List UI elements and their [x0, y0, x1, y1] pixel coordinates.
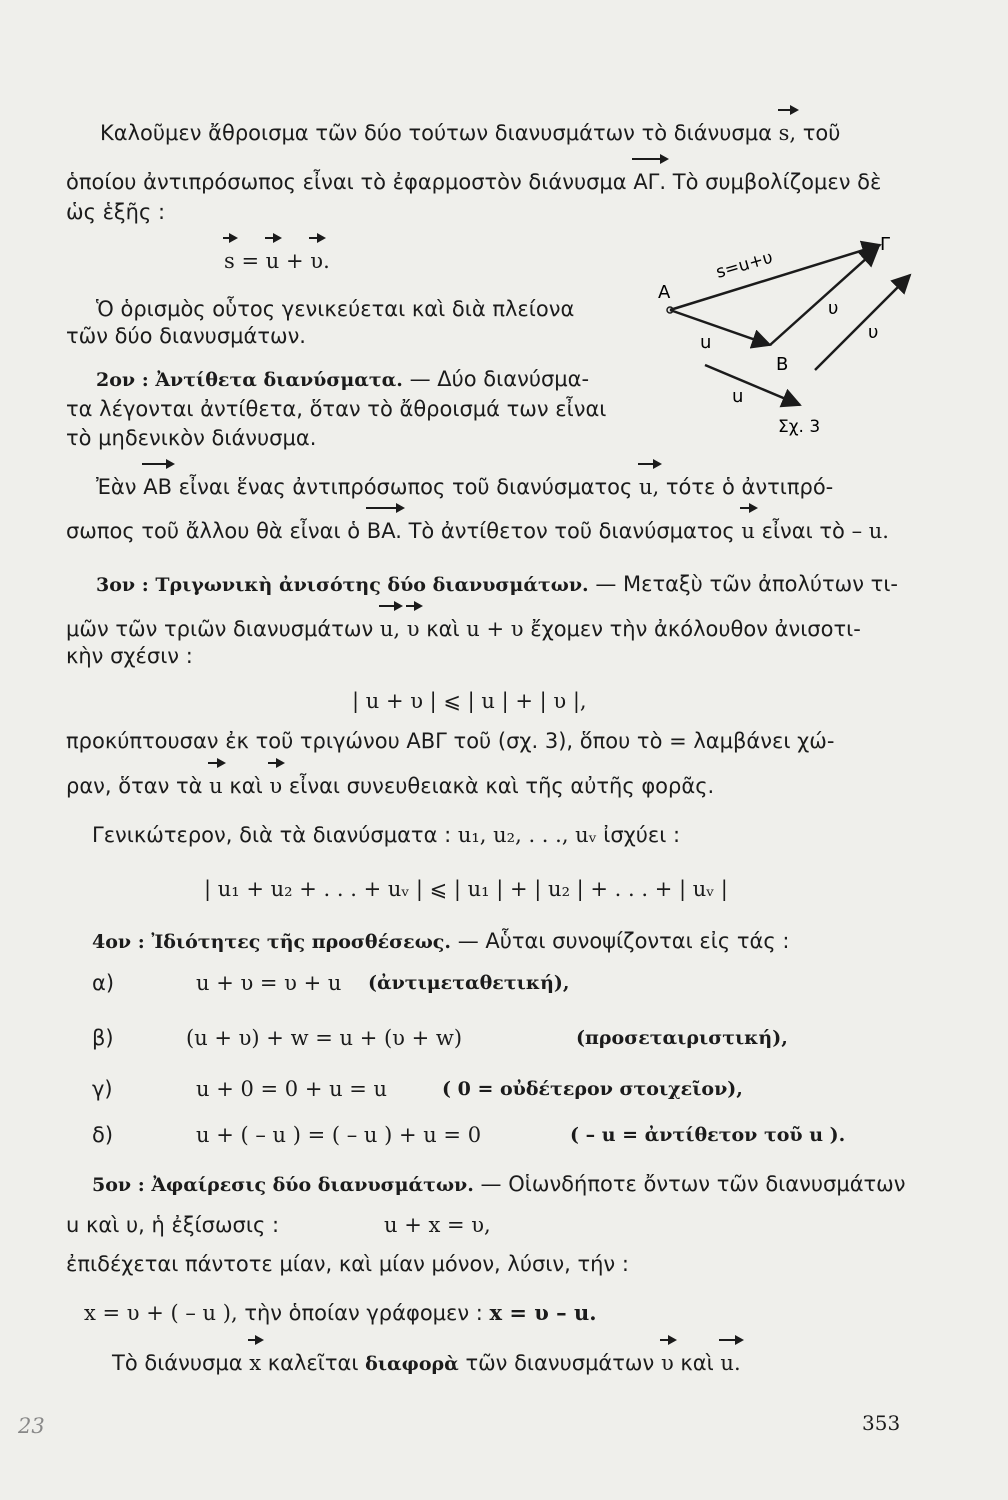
text: Τὸ συμβολίζομεν δὲ	[672, 170, 882, 194]
section3-line3: κὴν σχέσιν :	[66, 644, 193, 668]
section2-line2: τα λέγονται ἀντίθετα, ὅταν τὸ ἄθροισμά των εἶναι	[66, 397, 607, 421]
text: σωπος τοῦ ἄλλου θὰ εἶναι ὁ	[66, 519, 361, 543]
text: ἔχομεν τὴν ἀκόλουθον ἀνισοτι-	[530, 617, 861, 641]
vector-AG-arrow	[670, 245, 880, 310]
para1-line1	[100, 120, 840, 146]
vector-x: x	[249, 1351, 262, 1375]
figure-caption: Σχ. 3	[778, 417, 821, 437]
solution-equation: x = υ + ( – u ),	[84, 1301, 238, 1325]
section3-line5	[66, 773, 714, 799]
vector-u: u,	[638, 475, 660, 499]
text: — Οἱωνδήποτε ὄντων τῶν διανυσμάτων	[480, 1172, 906, 1196]
section3-line1	[96, 571, 898, 598]
label-v2: υ	[868, 322, 879, 343]
text: Τὸ διάνυσμα	[112, 1351, 243, 1375]
section4-line1	[92, 928, 789, 955]
property-label: α)	[92, 971, 115, 995]
property-label: β)	[92, 1026, 114, 1050]
vector-v: υ	[269, 774, 283, 798]
property-c	[92, 1076, 743, 1102]
text: ραν, ὅταν τὰ	[66, 774, 203, 798]
property-a	[92, 970, 570, 996]
equation-sum	[224, 248, 330, 274]
page-number: 353	[862, 1411, 901, 1435]
property-d	[92, 1122, 846, 1148]
text: τότε ὁ ἀντιπρό-	[665, 475, 834, 499]
property-expr: u + 0 = 0 + u = u	[196, 1077, 388, 1101]
text: — Αὗται συνοψίζονται εἰς τάς :	[457, 929, 790, 953]
property-expr: u + ( – u ) = ( – u ) + u = 0	[196, 1123, 482, 1147]
vector-u: u	[209, 774, 223, 798]
text: τὴν ὁποίαν γράφομεν :	[244, 1301, 483, 1325]
term-difference: διαφορὰ	[365, 1353, 459, 1375]
text: εἶναι τὸ	[761, 519, 845, 543]
text: καὶ	[229, 774, 263, 798]
negative-u: – u.	[851, 519, 889, 543]
vector-v: υ	[660, 1351, 674, 1375]
text: ἰσχύει :	[603, 823, 681, 847]
text: — Μεταξὺ τῶν ἀπολύτων τι-	[595, 572, 899, 596]
label-u2: u	[732, 386, 744, 407]
text: Ἐὰν	[96, 475, 137, 499]
text: τοῦ	[802, 121, 841, 145]
vector-v: υ	[406, 617, 420, 641]
vector-BA: BA.	[366, 519, 402, 543]
text: καὶ	[680, 1351, 714, 1375]
vector-list: u₁, u₂, . . ., uᵥ	[457, 823, 597, 847]
vector-u: u	[265, 249, 280, 273]
difference-equation: x = υ – u.	[489, 1300, 597, 1325]
text: — Δύο διανύσμα-	[409, 367, 590, 391]
property-note: (ἀντιμεταθετική),	[368, 972, 570, 994]
label-B: B	[776, 354, 789, 375]
section5-heading: 5ον : Ἀφαίρεσις δύο διανυσμάτων.	[92, 1174, 474, 1196]
section4-heading: 4ον : Ἰδιότητες τῆς προσθέσεως.	[92, 931, 451, 953]
generalization-line2: τῶν δύο διανυσμάτων.	[66, 324, 306, 348]
para1-line3: ὡς ἑξῆς :	[66, 200, 166, 224]
property-label: γ)	[92, 1077, 113, 1101]
vector-u: u	[741, 519, 755, 543]
dot: .	[323, 249, 330, 273]
label-u1: u	[700, 332, 712, 353]
text: εἶναι συνευθειακὰ καὶ τῆς αὐτῆς φορᾶς.	[288, 774, 715, 798]
opposite-line1	[96, 474, 833, 500]
vector-sum: u + υ	[466, 617, 524, 641]
text: Γενικώτερον, διὰ τὰ διανύσματα :	[92, 823, 452, 847]
vector-v: υ	[310, 249, 324, 273]
equation-ux: u + x = υ,	[384, 1213, 491, 1237]
vector-u: u.	[720, 1351, 741, 1375]
property-note: (προσεταιριστική),	[576, 1027, 788, 1049]
section3-line2	[66, 616, 861, 642]
section2-line3: τὸ μηδενικὸν διάνυσμα.	[66, 426, 317, 450]
text: τῶν διανυσμάτων	[465, 1351, 655, 1375]
vector-AB-arrow	[670, 310, 770, 345]
label-A: A	[658, 282, 671, 303]
section3-heading: 3ον : Τριγωνικὴ ἀνισότης δύο διανυσμάτων.	[96, 574, 589, 596]
vector-s: s	[224, 249, 235, 273]
text: Τὸ ἀντίθετον τοῦ διανύσματος	[408, 519, 735, 543]
text: μῶν τῶν τριῶν διανυσμάτων	[66, 617, 374, 641]
figure-3	[640, 230, 940, 450]
property-expr: u + υ = υ + u	[196, 971, 342, 995]
margin-mark: 23	[18, 1414, 45, 1438]
section3-line4: προκύπτουσαν ἐκ τοῦ τριγώνου ΑΒΓ τοῦ (σχ. 3), ὅπου τὸ = λαμβάνει χώ-	[66, 729, 835, 753]
triangle-inequality: | u + υ | ⩽ | u | + | υ |,	[352, 689, 587, 713]
section2-heading: 2ον : Ἀντίθετα διανύσματα.	[96, 369, 403, 391]
section5-line1	[92, 1171, 906, 1198]
section5-line2	[66, 1212, 491, 1238]
generalization-line1: Ὁ ὁρισμὸς οὗτος γενικεύεται καὶ διὰ πλείονα	[96, 297, 575, 321]
property-note: ( – u = ἀντίθετον τοῦ u ).	[570, 1124, 846, 1146]
vector-s: s,	[778, 121, 797, 145]
text: καλεῖται	[267, 1351, 359, 1375]
para1-line2	[66, 169, 881, 195]
equals: =	[241, 249, 260, 273]
property-note: ( 0 = οὐδέτερον στοιχεῖον),	[442, 1078, 743, 1100]
label-sum: s=u+υ	[713, 247, 776, 283]
vector-AB: AB	[143, 475, 172, 499]
vector-v-free-arrow	[815, 275, 910, 370]
section5-line4	[84, 1300, 597, 1326]
text: ὁποίου ἀντιπρόσωπος εἶναι τὸ ἐφαρμοστὸν διάνυσμα	[66, 170, 627, 194]
text: καὶ	[426, 617, 460, 641]
vector-AG: ΑΓ.	[633, 170, 667, 194]
opposite-line2	[66, 518, 889, 544]
property-label: δ)	[92, 1123, 114, 1147]
property-b	[92, 1025, 788, 1051]
section3-line6	[92, 822, 680, 848]
general-inequality: | u₁ + u₂ + . . . + uᵥ | ⩽ | u₁ | + | u₂ | + . . . + | uᵥ |	[204, 877, 728, 901]
plus: +	[285, 249, 304, 273]
section5-line5	[112, 1350, 741, 1377]
label-v1: υ	[828, 298, 839, 319]
section2-line1	[96, 366, 589, 393]
label-G: Γ	[880, 234, 891, 255]
text: u καὶ υ, ἡ ἐξίσωσις :	[66, 1213, 280, 1237]
vector-u: u,	[379, 617, 401, 641]
text: Καλοῦμεν ἄθροισμα τῶν δύο τούτων διανυσμάτων τὸ διάνυσμα	[100, 121, 772, 145]
section5-line3: ἐπιδέχεται πάντοτε μίαν, καὶ μίαν μόνον, λύσιν, τήν :	[66, 1252, 629, 1276]
text: εἶναι ἕνας ἀντιπρόσωπος τοῦ διανύσματος	[178, 475, 633, 499]
property-expr: (u + υ) + w = u + (υ + w)	[186, 1026, 463, 1050]
